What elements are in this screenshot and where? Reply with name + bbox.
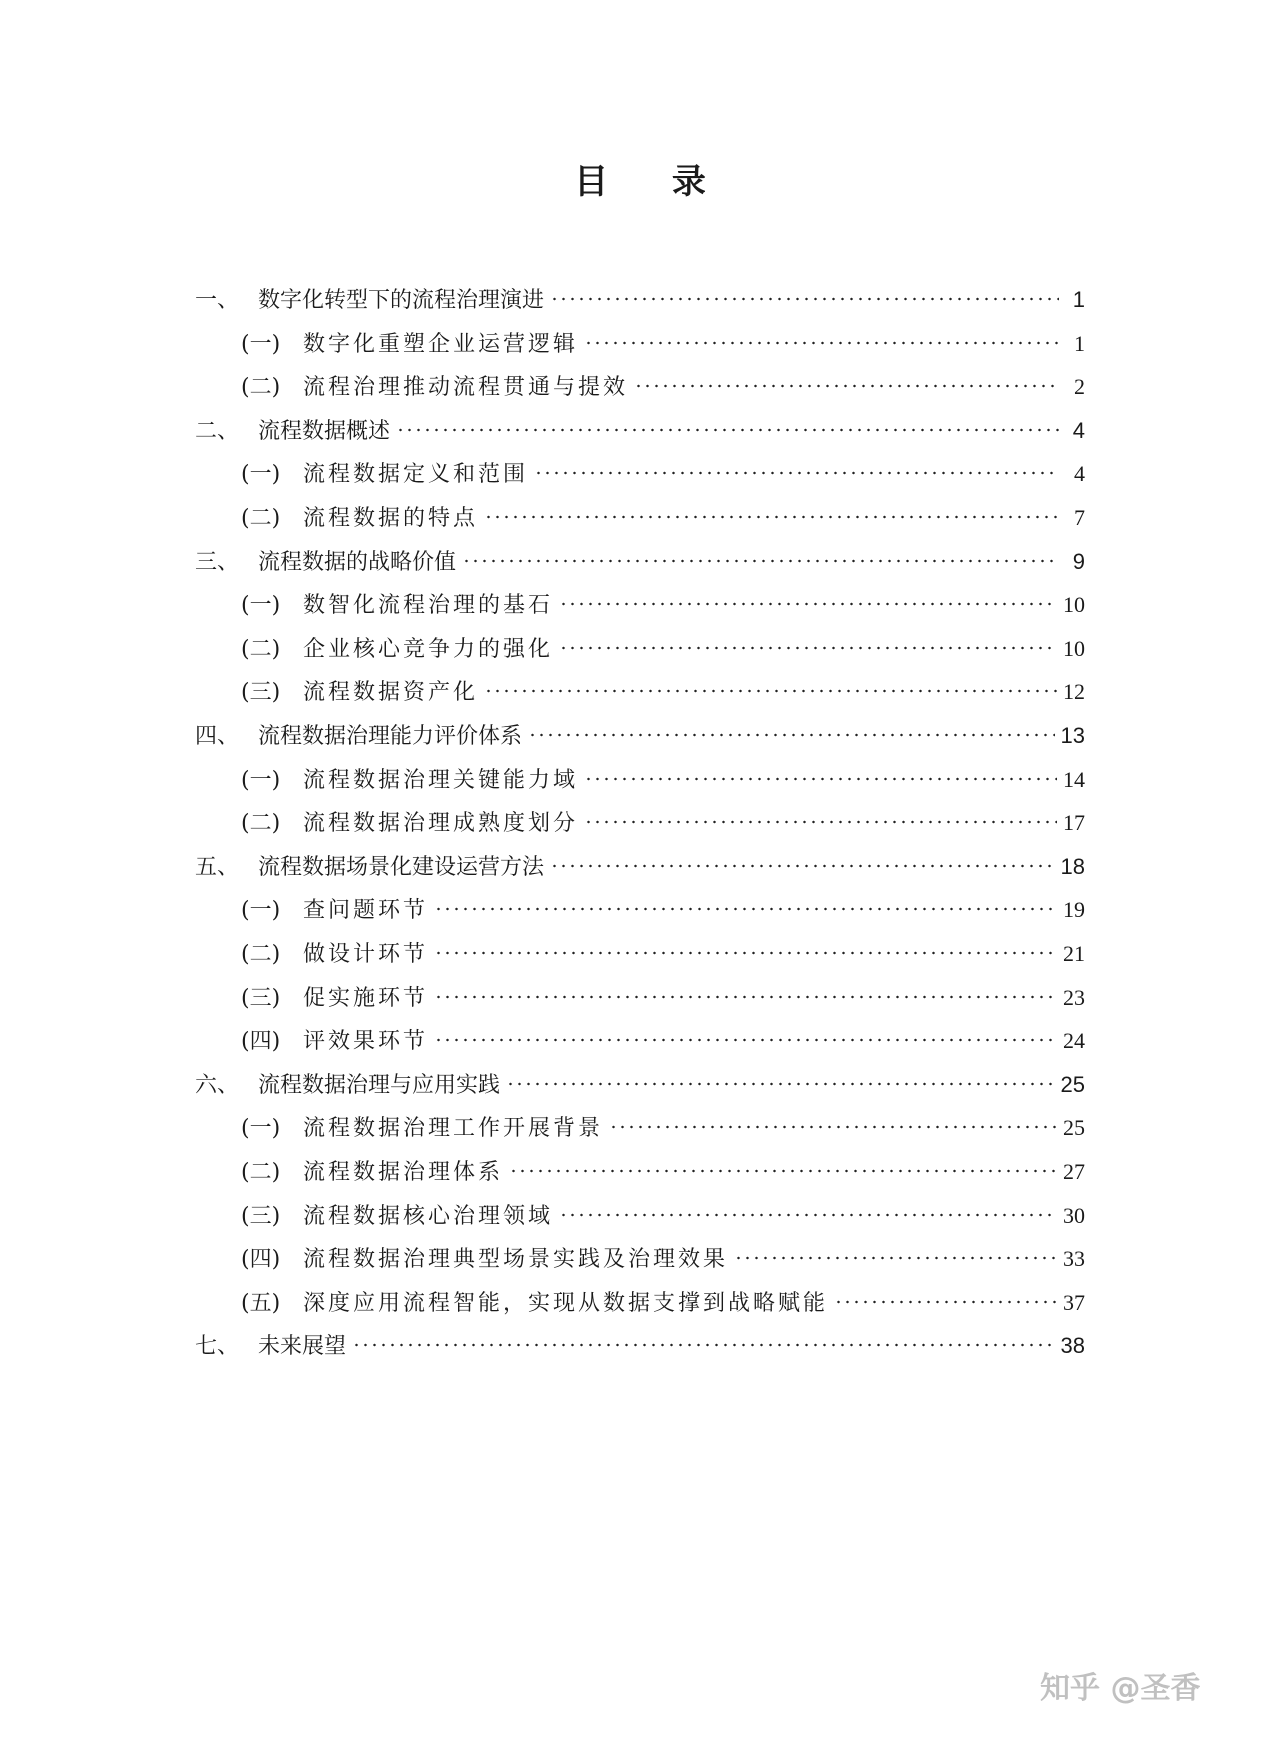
toc-entry-number: (三) [241, 680, 281, 705]
toc-entry-page-number: 10 [1063, 636, 1085, 661]
dot-leader [559, 644, 1057, 652]
toc-entry-page-number: 1 [1074, 331, 1085, 356]
toc-entry-title: 评效果环节 [303, 1029, 429, 1054]
toc-section-entry[interactable] [241, 765, 1085, 795]
toc-entry-title: 促实施环节 [303, 986, 429, 1011]
dot-leader [634, 382, 1059, 390]
toc-entry-number: 一、 [195, 288, 240, 313]
dot-leader [834, 1298, 1057, 1306]
toc-chapter-entry[interactable] [195, 416, 1085, 446]
toc-entry-title: 数字化转型下的流程治理演进 [258, 288, 545, 313]
toc-entry-number: 七、 [195, 1334, 240, 1359]
table-of-contents [0, 285, 1280, 1385]
toc-entry-page-number: 14 [1063, 767, 1085, 792]
dot-leader [609, 1123, 1057, 1131]
toc-section-entry[interactable] [241, 983, 1085, 1013]
toc-entry-title: 深度应用流程智能，实现从数据支撑到战略赋能 [303, 1291, 829, 1316]
toc-entry-page-number: 4 [1072, 418, 1085, 443]
toc-entry-number: (一) [241, 1116, 281, 1141]
toc-entry-number: (一) [241, 898, 281, 923]
toc-entry-number: (一) [241, 462, 281, 487]
toc-entry-page-number: 25 [1060, 1072, 1085, 1097]
toc-entry-number: (二) [241, 506, 281, 531]
toc-entry-page-number: 1 [1072, 287, 1085, 312]
toc-chapter-entry[interactable] [195, 547, 1085, 577]
dot-leader [584, 339, 1059, 347]
toc-entry-title: 流程数据概述 [258, 419, 391, 444]
toc-entry-title: 流程数据资产化 [303, 680, 479, 705]
toc-entry-title: 流程数据的特点 [303, 506, 479, 531]
toc-entry-number: (二) [241, 637, 281, 662]
toc-entry-page-number: 17 [1063, 810, 1085, 835]
toc-section-entry[interactable] [241, 1244, 1085, 1274]
toc-section-entry[interactable] [241, 590, 1085, 620]
toc-entry-page-number: 33 [1063, 1246, 1085, 1271]
toc-entry-number: 三、 [195, 550, 240, 575]
dot-leader [434, 1036, 1057, 1044]
dot-leader [434, 993, 1057, 1001]
dot-leader [528, 731, 1055, 739]
dot-leader [559, 600, 1057, 608]
toc-entry-title: 查问题环节 [303, 898, 429, 923]
toc-entry-number: (一) [241, 768, 281, 793]
toc-entry-number: 五、 [195, 855, 240, 880]
toc-section-entry[interactable] [241, 1026, 1085, 1056]
toc-entry-title: 流程数据核心治理领域 [303, 1204, 554, 1229]
dot-leader [734, 1254, 1057, 1262]
toc-entry-page-number: 13 [1060, 723, 1085, 748]
toc-section-entry[interactable] [241, 1288, 1085, 1318]
toc-entry-page-number: 4 [1074, 461, 1085, 486]
toc-section-entry[interactable] [241, 1201, 1085, 1231]
toc-entry-title: 流程数据治理体系 [303, 1160, 504, 1185]
toc-entry-page-number: 27 [1063, 1159, 1085, 1184]
toc-entry-number: (一) [241, 332, 281, 357]
toc-entry-number: (五) [241, 1291, 281, 1316]
dot-leader [352, 1341, 1055, 1349]
dot-leader [462, 557, 1059, 565]
toc-entry-number: (二) [241, 811, 281, 836]
dot-leader [509, 1167, 1057, 1175]
toc-entry-page-number: 7 [1074, 505, 1085, 530]
toc-entry-title: 企业核心竞争力的强化 [303, 637, 554, 662]
toc-section-entry[interactable] [241, 895, 1085, 925]
page-title: 目 录 [574, 162, 732, 202]
toc-section-entry[interactable] [241, 634, 1085, 664]
dot-leader [484, 513, 1059, 521]
toc-section-entry[interactable] [241, 677, 1085, 707]
toc-entry-page-number: 37 [1063, 1290, 1085, 1315]
dot-leader [534, 469, 1059, 477]
toc-section-entry[interactable] [241, 329, 1085, 359]
toc-section-entry[interactable] [241, 939, 1085, 969]
dot-leader [396, 426, 1059, 434]
toc-section-entry[interactable] [241, 503, 1085, 533]
toc-entry-title: 流程数据治理典型场景实践及治理效果 [303, 1247, 729, 1272]
toc-section-entry[interactable] [241, 1113, 1085, 1143]
toc-entry-page-number: 9 [1072, 549, 1085, 574]
toc-entry-title: 流程数据治理成熟度划分 [303, 811, 579, 836]
dot-leader [434, 949, 1057, 957]
dot-leader [584, 775, 1057, 783]
toc-entry-page-number: 10 [1063, 592, 1085, 617]
toc-entry-page-number: 18 [1060, 854, 1085, 879]
toc-chapter-entry[interactable] [195, 1070, 1085, 1100]
toc-entry-title: 流程数据治理工作开展背景 [303, 1116, 604, 1141]
toc-chapter-entry[interactable] [195, 1331, 1085, 1361]
toc-entry-number: 四、 [195, 724, 240, 749]
toc-section-entry[interactable] [241, 372, 1085, 402]
toc-entry-title: 流程数据治理与应用实践 [258, 1073, 501, 1098]
toc-entry-title: 流程治理推动流程贯通与提效 [303, 375, 629, 400]
toc-chapter-entry[interactable] [195, 852, 1085, 882]
toc-entry-number: 六、 [195, 1073, 240, 1098]
toc-entry-number: (四) [241, 1029, 281, 1054]
toc-entry-title: 未来展望 [258, 1334, 347, 1359]
toc-entry-number: (二) [241, 1160, 281, 1185]
toc-chapter-entry[interactable] [195, 285, 1085, 315]
toc-entry-number: (三) [241, 986, 281, 1011]
toc-entry-title: 流程数据的战略价值 [258, 550, 457, 575]
toc-entry-title: 数智化流程治理的基石 [303, 593, 554, 618]
toc-entry-number: (二) [241, 375, 281, 400]
toc-entry-title: 流程数据治理能力评价体系 [258, 724, 523, 749]
toc-entry-number: 二、 [195, 419, 240, 444]
toc-entry-title: 数字化重塑企业运营逻辑 [303, 332, 579, 357]
toc-entry-page-number: 24 [1063, 1028, 1085, 1053]
toc-entry-number: (四) [241, 1247, 281, 1272]
toc-entry-page-number: 21 [1063, 941, 1085, 966]
toc-entry-page-number: 38 [1060, 1333, 1085, 1358]
toc-chapter-entry[interactable] [195, 721, 1085, 751]
toc-entry-page-number: 25 [1063, 1115, 1085, 1140]
dot-leader [550, 295, 1059, 303]
toc-entry-page-number: 19 [1063, 897, 1085, 922]
toc-entry-title: 流程数据治理关键能力域 [303, 768, 579, 793]
dot-leader [434, 905, 1057, 913]
toc-entry-page-number: 23 [1063, 985, 1085, 1010]
toc-entry-page-number: 2 [1074, 374, 1085, 399]
dot-leader [484, 687, 1057, 695]
watermark: 知乎 @圣香 [1040, 1671, 1201, 1706]
toc-section-entry[interactable] [241, 1157, 1085, 1187]
toc-section-entry[interactable] [241, 808, 1085, 838]
dot-leader [506, 1080, 1055, 1088]
toc-entry-number: (一) [241, 593, 281, 618]
toc-entry-page-number: 30 [1063, 1203, 1085, 1228]
toc-entry-title: 流程数据定义和范围 [303, 462, 529, 487]
toc-entry-title: 做设计环节 [303, 942, 429, 967]
toc-entry-number: (二) [241, 942, 281, 967]
dot-leader [550, 862, 1055, 870]
toc-section-entry[interactable] [241, 459, 1085, 489]
dot-leader [559, 1211, 1057, 1219]
dot-leader [584, 818, 1057, 826]
toc-entry-number: (三) [241, 1204, 281, 1229]
toc-entry-page-number: 12 [1063, 679, 1085, 704]
toc-entry-title: 流程数据场景化建设运营方法 [258, 855, 545, 880]
